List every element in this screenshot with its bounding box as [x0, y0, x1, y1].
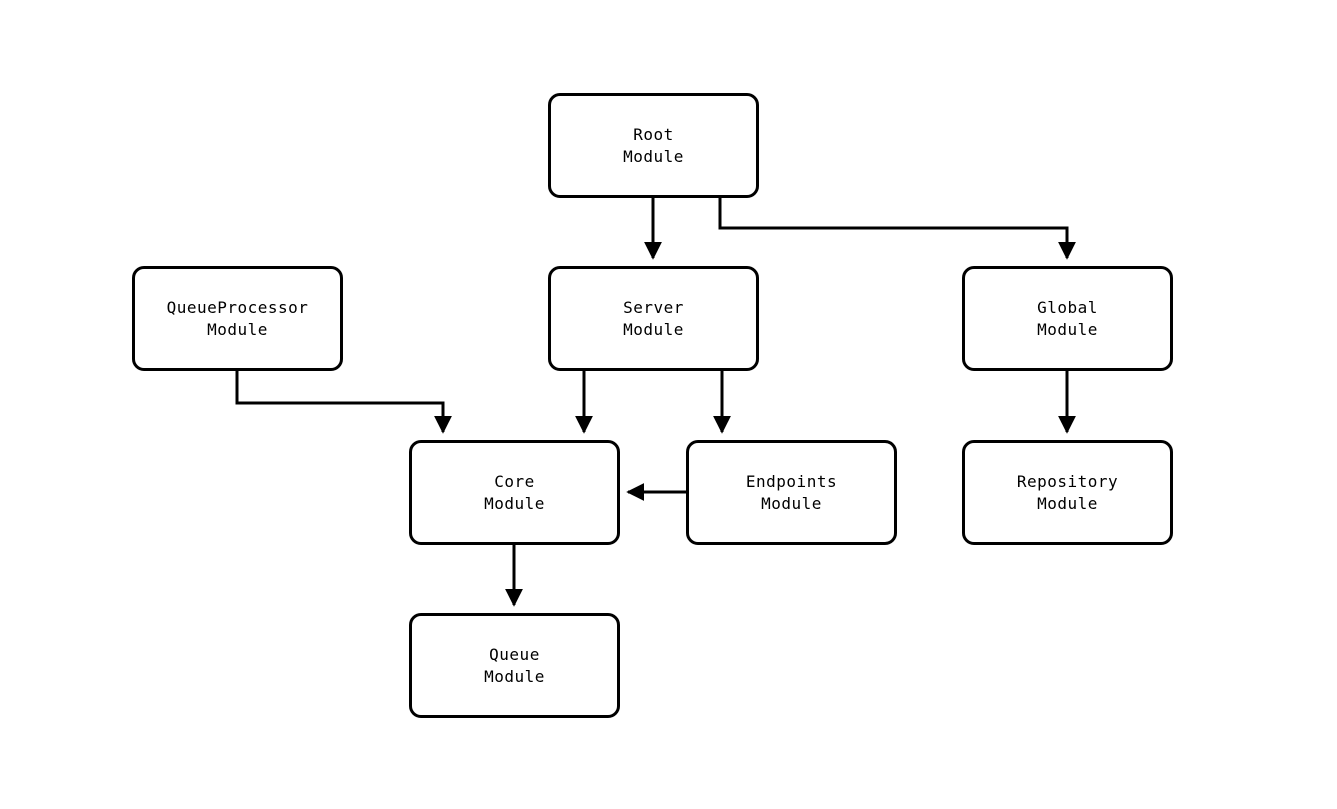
node-global-module[interactable] [962, 266, 1173, 371]
node-endpoints-module[interactable] [686, 440, 897, 545]
node-core-module[interactable] [409, 440, 620, 545]
node-label-line1: Root [633, 124, 674, 144]
node-label-line2: Module [1037, 319, 1098, 339]
node-label-line2: Module [484, 493, 545, 513]
node-label-line1: QueueProcessor [166, 297, 309, 317]
node-server-module[interactable] [548, 266, 759, 371]
node-label-line1: Queue [489, 644, 540, 664]
node-label-line2: Module [761, 493, 822, 513]
node-label-line2: Module [1037, 493, 1098, 513]
node-label-line2: Module [484, 666, 545, 686]
node-root-module[interactable] [548, 93, 759, 198]
node-repository-module[interactable] [962, 440, 1173, 545]
node-label-line2: Module [623, 146, 684, 166]
node-label-line1: Repository [1016, 471, 1119, 491]
node-label-line1: Core [494, 471, 535, 491]
node-label-line2: Module [207, 319, 268, 339]
edge-queueprocessor-core [237, 371, 443, 432]
node-label-line1: Global [1037, 297, 1098, 317]
node-label-line2: Module [623, 319, 684, 339]
node-queueprocessor-module[interactable] [132, 266, 343, 371]
node-label-line1: Server [623, 297, 684, 317]
node-queue-module[interactable] [409, 613, 620, 718]
node-label-line1: Endpoints [745, 471, 838, 491]
edge-root-global [720, 198, 1067, 258]
